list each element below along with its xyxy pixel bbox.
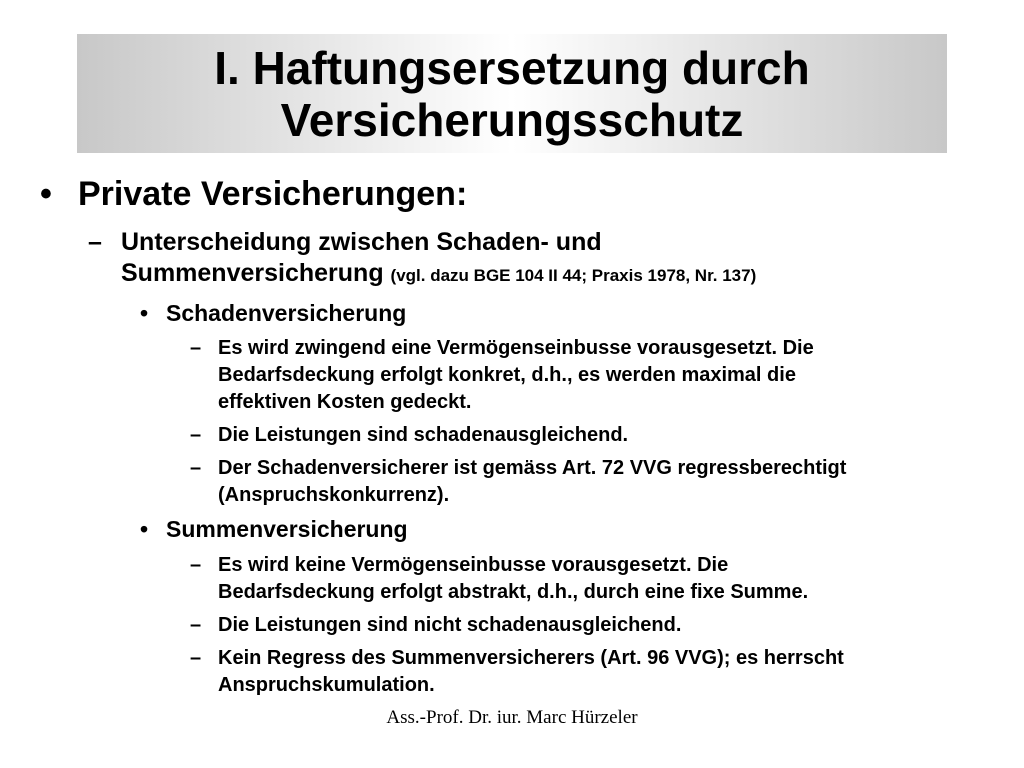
bullet-marker: • (140, 516, 149, 542)
title-bar (77, 34, 947, 153)
summen-item-3-line-2: Anspruchskumulation. (218, 674, 435, 696)
footer-author: Ass.-Prof. Dr. iur. Marc Hürzeler (386, 707, 638, 728)
heading-schadenversicherung: Schadenversicherung (166, 300, 407, 326)
dash-marker: – (190, 457, 202, 479)
level1-private-versicherungen: Private Versicherungen: (78, 175, 468, 213)
dash-marker: – (190, 647, 202, 669)
level2-reference: (vgl. dazu BGE 104 II 44; Praxis 1978, Nr. 137) (390, 266, 757, 285)
dash-marker: – (88, 228, 102, 256)
summen-item-2-line-1: Die Leistungen sind nicht schadenausgleichend. (218, 614, 682, 636)
dash-marker: – (190, 424, 202, 446)
summen-item-3-line-1: Kein Regress des Summenversicherers (Art. 96 VVG); es herrscht (218, 647, 844, 669)
schaden-item-1-line-1: Es wird zwingend eine Vermögenseinbusse vorausgesetzt. Die (218, 337, 814, 359)
bullet-marker: • (40, 175, 52, 213)
level2-line-2 (121, 258, 756, 291)
summen-item-1-line-2: Bedarfsdeckung erfolgt abstrakt, d.h., durch eine fixe Summe. (218, 581, 809, 603)
dash-marker: – (190, 554, 202, 576)
schaden-item-1-line-3: effektiven Kosten gedeckt. (218, 391, 472, 413)
dash-marker: – (190, 614, 202, 636)
dash-marker: – (190, 337, 202, 359)
schaden-item-2-line-1: Die Leistungen sind schadenausgleichend. (218, 424, 629, 446)
bullet-marker: • (140, 300, 149, 326)
level2-line-1: Unterscheidung zwischen Schaden- und (121, 228, 602, 256)
schaden-item-3-line-2: (Anspruchskonkurrenz). (218, 484, 450, 506)
summen-item-1-line-1: Es wird keine Vermögenseinbusse vorausgesetzt. Die (218, 554, 729, 576)
schaden-item-3-line-1: Der Schadenversicherer ist gemäss Art. 72 VVG regressberechtigt (218, 457, 847, 479)
slide-title-line-2: Versicherungsschutz (280, 93, 744, 146)
slide-title-line-1: I. Haftungsersetzung durch (214, 41, 810, 94)
schaden-item-1-line-2: Bedarfsdeckung erfolgt konkret, d.h., es werden maximal die (218, 364, 796, 386)
level2-summenversicherung-text: Summenversicherung (121, 259, 384, 287)
heading-summenversicherung: Summenversicherung (166, 516, 408, 542)
